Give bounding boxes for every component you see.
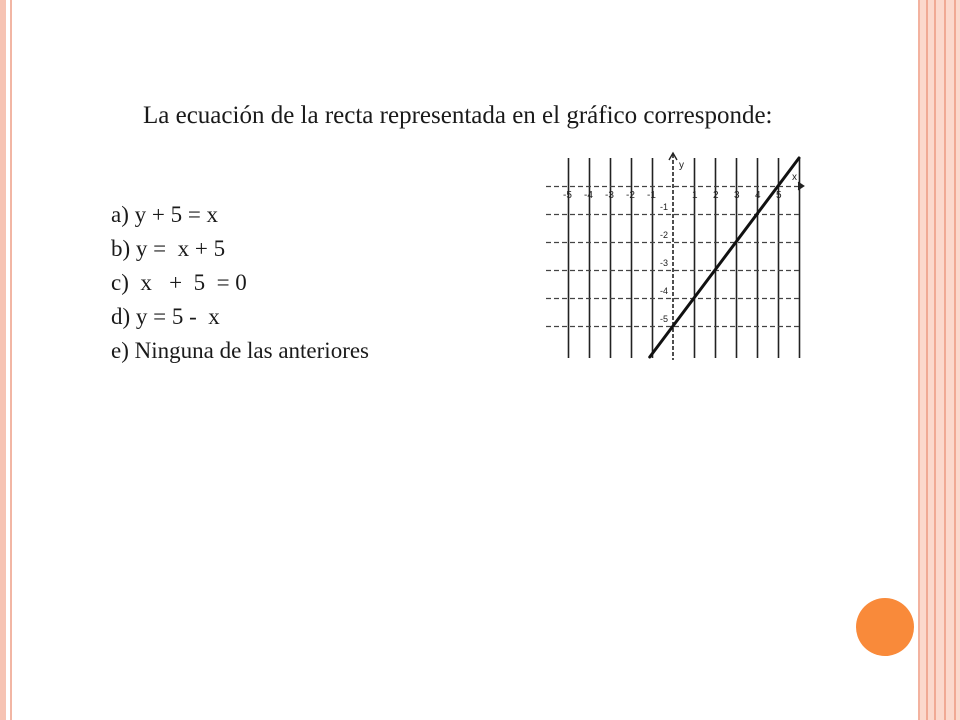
- x-tick-label: -5: [563, 190, 572, 201]
- y-tick-label: -1: [660, 202, 669, 212]
- line-graph-svg: [538, 150, 808, 362]
- x-tick-label: -4: [584, 190, 593, 201]
- accent-circle: [856, 598, 914, 656]
- option-d: d) y = 5 - x: [111, 304, 220, 329]
- x-tick-label: 5: [776, 190, 782, 201]
- y-axis-label: y: [679, 160, 684, 171]
- slide-frame-left-line: [10, 0, 12, 720]
- slide-frame-right-line: [926, 0, 928, 720]
- x-tick-label: -2: [626, 190, 635, 201]
- slide-frame-right-band: [920, 0, 960, 720]
- y-tick-label: -3: [660, 258, 669, 268]
- line-graph: [538, 150, 808, 367]
- question-text: La ecuación de la recta representada en el gráfico corresponde:: [143, 102, 773, 129]
- option-a: a) y + 5 = x: [111, 202, 219, 227]
- slide-frame-right-line: [954, 0, 956, 720]
- slide-frame-left: [0, 0, 6, 720]
- y-tick-label: -5: [660, 314, 669, 324]
- y-tick-label: -2: [660, 230, 669, 240]
- series-line: [650, 158, 799, 357]
- x-tick-label: 1: [692, 190, 698, 201]
- y-tick-label: -4: [660, 286, 669, 296]
- series-lines: [650, 158, 799, 357]
- x-axis-label: x: [792, 172, 797, 183]
- option-c: c) x + 5 = 0: [111, 270, 247, 295]
- grid-vertical-lines: [569, 158, 800, 358]
- x-tick-label: -1: [647, 190, 656, 201]
- answer-options: [111, 198, 369, 368]
- x-tick-label: 4: [755, 190, 761, 201]
- option-b: b) y = x + 5: [111, 236, 226, 261]
- slide-frame-right-line: [934, 0, 936, 720]
- option-e: e) Ninguna de las anteriores: [111, 338, 370, 363]
- x-tick-label: -3: [605, 190, 614, 201]
- x-tick-label: 2: [713, 190, 719, 201]
- x-axis-arrow-icon: [798, 182, 804, 190]
- slide-frame-right-line: [944, 0, 946, 720]
- x-tick-label: 3: [734, 190, 740, 201]
